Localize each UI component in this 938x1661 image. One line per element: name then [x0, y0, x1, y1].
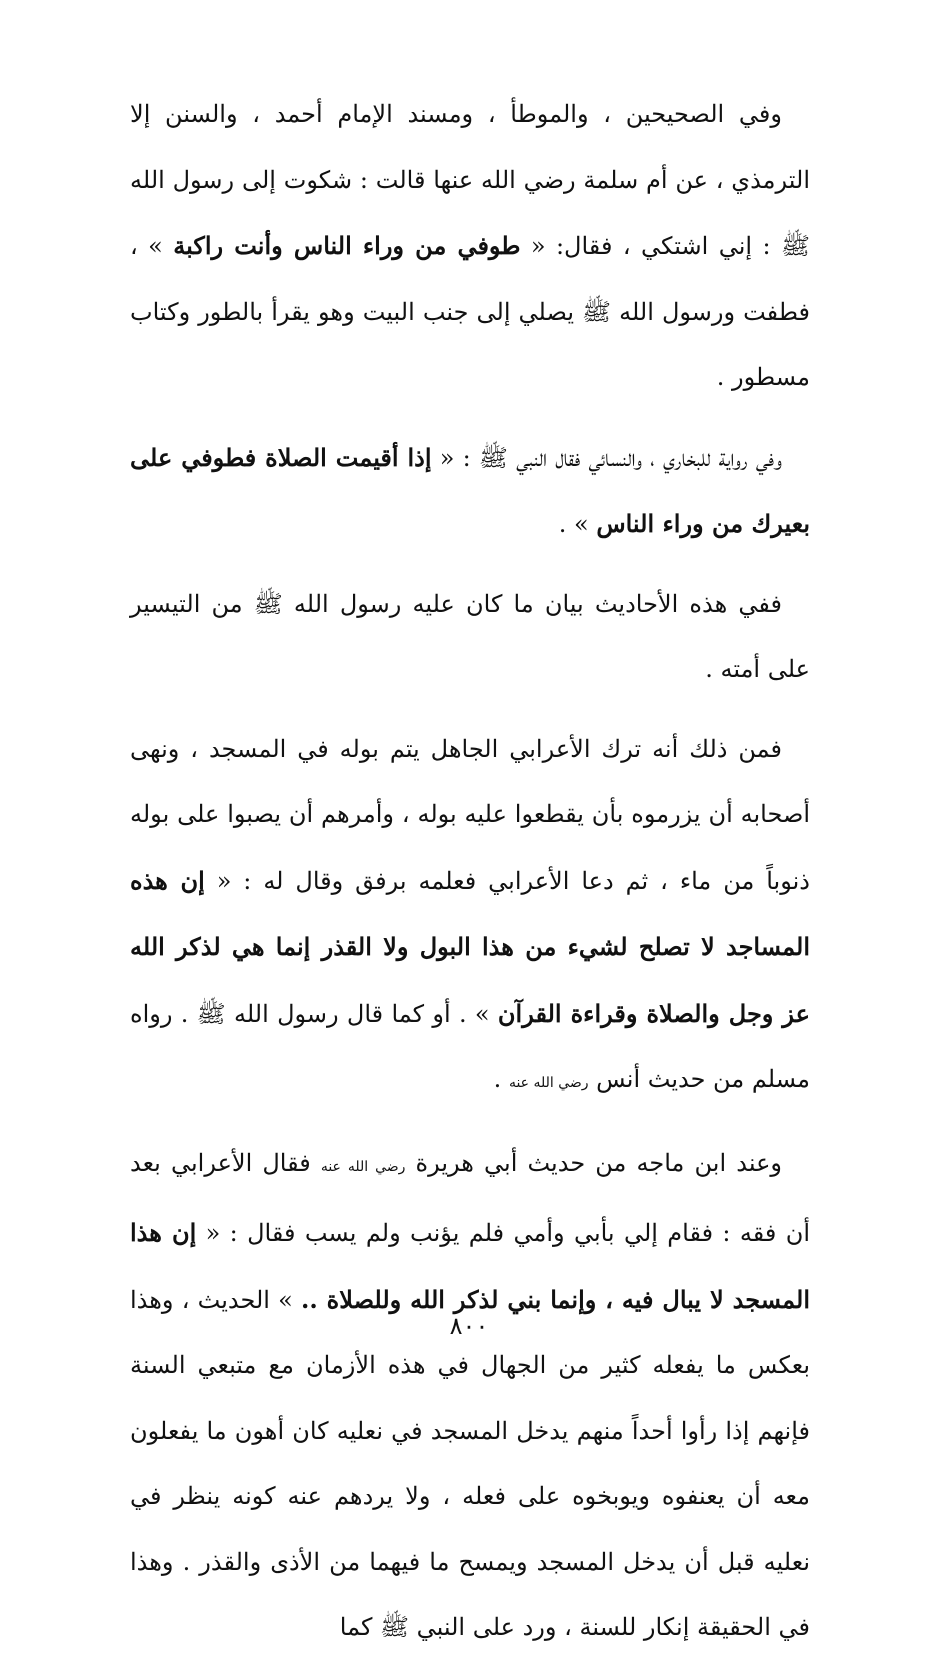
honorific: رضي الله عنه	[320, 1158, 406, 1175]
honorific: رضي الله عنه	[508, 1075, 589, 1091]
paragraph-text: وعند ابن ماجه من حديث أبي هريرة	[405, 1148, 782, 1177]
paragraph-text: وفي الصحيحين ، والموطأ ، ومسند الإمام أحمد ، والسنن إلا الترمذي ، عن أم سلمة رضي الله عنها قالت : شكوت إلى رسول الله ﷺ : إني اشتكي ، فقال: «	[130, 100, 811, 260]
paragraph-text: ففي هذه الأحاديث بيان ما كان عليه رسول الله ﷺ من التيسير على أمته .	[130, 589, 810, 683]
paragraph-text: فمن ذلك أنه ترك الأعرابي الجاهل يتم بوله في المسجد ، ونهى أصحابه أن يزرموه بأن يقطعوا عليه بوله ، وأمرهم أن يصبوا على بوله ذنوباً من ماء ، ثم دعا الأعرابي فعلمه برفق وقال له : «	[130, 734, 810, 895]
paragraph	[130, 1131, 810, 1661]
paragraph-text: » .	[558, 510, 597, 538]
paragraph	[130, 425, 810, 558]
paragraph-text: .	[493, 1065, 509, 1093]
paragraph-text: » الحديث ، وهذا بعكس ما يفعله كثير من الجهال في هذه الأزمان مع متبعي السنة فإنهم إذا رأوا أحداً منهم يدخل المسجد في نعليه كان أهون ما يفعلون معه أن يعنفوه ويوبخوه على فعله ، ولا يردهم عنه كونه ينظر في نعليه قبل أن يدخل المسجد ويمسح ما فيهما من الأذى والقذر . وهذا في الحقيقة إنكار للسنة ، ورد على النبي ﷺ كما	[130, 1285, 810, 1641]
page-number: ٨٠٠	[449, 1312, 489, 1340]
hadith-quote: إن هذا المسجد لا يبال فيه ، وإنما بني لذكر الله وللصلاة ..	[130, 1218, 810, 1314]
paragraph-text: فقال الأعرابي بعد أن فقه : فقام إلي بأبي وأمي فلم يؤنب ولم يسب فقال : «	[130, 1148, 810, 1247]
paragraph	[130, 572, 810, 703]
hadith-quote: إذا أقيمت الصلاة فطوفي على بعيرك من وراء الناس	[130, 442, 810, 538]
paragraph-text: » ، فطفت ورسول الله ﷺ يصلي إلى جنب البيت وهو يقرأ بالطور وكتاب مسطور .	[130, 232, 810, 391]
hadith-quote: طوفي من وراء الناس وأنت راكبة	[173, 231, 521, 260]
paragraph	[130, 82, 810, 411]
page-body	[130, 82, 810, 1661]
paragraph	[130, 717, 810, 1117]
paragraph-text: وفي رواية للبخاري ، والنسائي فقال النبي ﷺ : «	[431, 443, 783, 472]
paragraph-text: » . أو كما قال رسول الله ﷺ . رواه مسلم من حديث أنس	[130, 999, 810, 1093]
hadith-quote: إن هذه المساجد لا تصلح لشيء من هذا البول ولا القذر إنما هي لذكر الله عز وجل والصلاة وقراءة القرآن	[130, 865, 810, 1028]
